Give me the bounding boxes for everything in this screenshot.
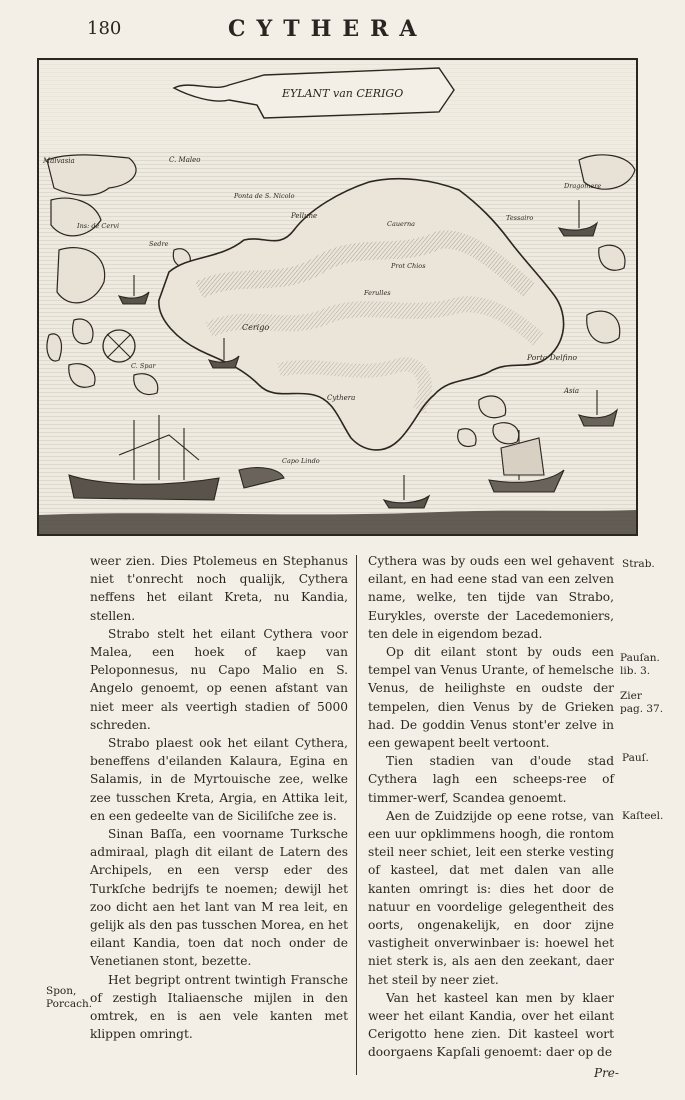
label-capo-lindo: Capo Lindo (282, 457, 320, 465)
label-cythera: Cythera (327, 394, 356, 402)
label-malvasia: Malvasia (43, 157, 75, 165)
right-paragraph-1: Cythera was by ouds een wel gehavent eilant, en had eene stad van een zelven name, welke, ten tijde van Strabo, Eurykles, overste der Lacedemoniers, ten dele in eigendom bezad. (368, 554, 614, 641)
left-paragraph-4: Sinan Baſſa, een voorname Turksche admiraal, plagh dit eilant de Latern des Archipels, en een versp eder des Turkſche bedrijfs te noemen; dewijl het zoo dicht aen het lant van M rea leit, en gelijk als den pas tusschen Morea, en het eilant Kandia, toen dat noch onder de Venetianen stont, bezette. (90, 827, 348, 969)
map-title: EYLANT van CERIGO (282, 87, 404, 100)
running-head: CYTHERA (228, 16, 428, 42)
catchword: Pre- (594, 1066, 619, 1080)
column-divider (356, 555, 357, 1075)
map-plate (37, 58, 638, 536)
margin-note-strab: Strab. (622, 558, 655, 570)
left-column (90, 552, 348, 1043)
label-cerigo: Cerigo (242, 323, 270, 332)
page-number: 180 (87, 18, 122, 39)
label-ponta-nicolo: Ponta de S. Nicolo (234, 192, 295, 200)
label-prot-chios: Prot Chios (391, 262, 426, 270)
right-paragraph-3: Tien stadien van d'oude stad Cythera lagh een scheeps-ree of timmer-werf, Scandea genoemt. (368, 754, 614, 805)
label-porto-delfino: Porto Delfino (527, 353, 577, 362)
label-ferulles: Ferulles (364, 289, 391, 297)
margin-note-spon: Spon, Porcach. (46, 985, 93, 1010)
right-paragraph-2: Op dit eilant stont by ouds een tempel van Venus Urante, of hemelsche Venus, de heilighste en oudste der tempelen, dien Venus by de Grieken had. De goddin Venus stont'er zelve in een gewapent beelt vertoont. (368, 645, 614, 751)
label-ins-de-cervi: Ins: de Cervi (77, 222, 120, 230)
label-sedre: Sedre (149, 240, 169, 248)
label-tessairo: Tessairo (506, 214, 534, 222)
right-column (368, 552, 614, 1062)
label-c-maleo: C. Maleo (169, 156, 201, 164)
right-paragraph-4: Aen de Zuidzijde op eene rotse, van een uur opklimmens hoogh, die rontom steil neer schiet, leit een sterke vesting of kasteel, dat met dalen van alle kanten omringt is: dies het door de natuur en voordelige gelegentheit des oorts, ongenakelijk, en door zijne vastigheit onverwinbaer is: hoewel het niet sterk is, als aen den zeekant, daer het steil by neer ziet. (368, 808, 614, 987)
label-cauerna: Cauerna (387, 220, 416, 228)
right-paragraph-5: Van het kasteel kan men by klaer weer het eilant Kandia, over het eilant Cerigotto hene zien. Dit kasteel wort doorgaens Kapſali genoemt: daer op de (368, 990, 614, 1060)
margin-note-kasteel: Kaſteel. (622, 810, 664, 822)
label-c-spar: C. Spar (131, 362, 156, 370)
label-pellune: Pellune (291, 212, 318, 220)
left-paragraph-5: Het begript ontrent twintigh Fransche of zestigh Italiaensche mijlen in den omtrek, en is aen vele kanten met klippen omringt. (90, 972, 348, 1042)
left-paragraph-1: weer zien. Dies Ptolemeus en Stephanus niet t'onrecht noch qualijk, Cythera neffens het eilant Kreta, nu Kandia, stellen. (90, 554, 348, 623)
margin-note-pausan: Pauſan. lib. 3. (620, 652, 660, 677)
label-dragomere: Dragomere (564, 182, 602, 190)
map-engraving (39, 60, 636, 534)
margin-note-pauf: Pauſ. (622, 752, 649, 764)
left-paragraph-3: Strabo plaest ook het eilant Cythera, beneffens d'eilanden Kalaura, Egina en Salamis, in de Myrtouische zee, welke zee tusschen Kreta, Argia, en Attika leit, en een gedeelte van de Siciliſche zee is. (90, 736, 348, 823)
label-asia: Asia (564, 387, 580, 395)
margin-note-zier: Zier pag. 37. (620, 690, 664, 715)
left-paragraph-2: Strabo stelt het eilant Cythera voor Malea, een hoek of kaep van Peloponnesus, nu Capo Malio en S. Angelo genoemt, op eenen afstant van niet meer als veertigh stadien of 5000 schreden. (90, 626, 348, 732)
